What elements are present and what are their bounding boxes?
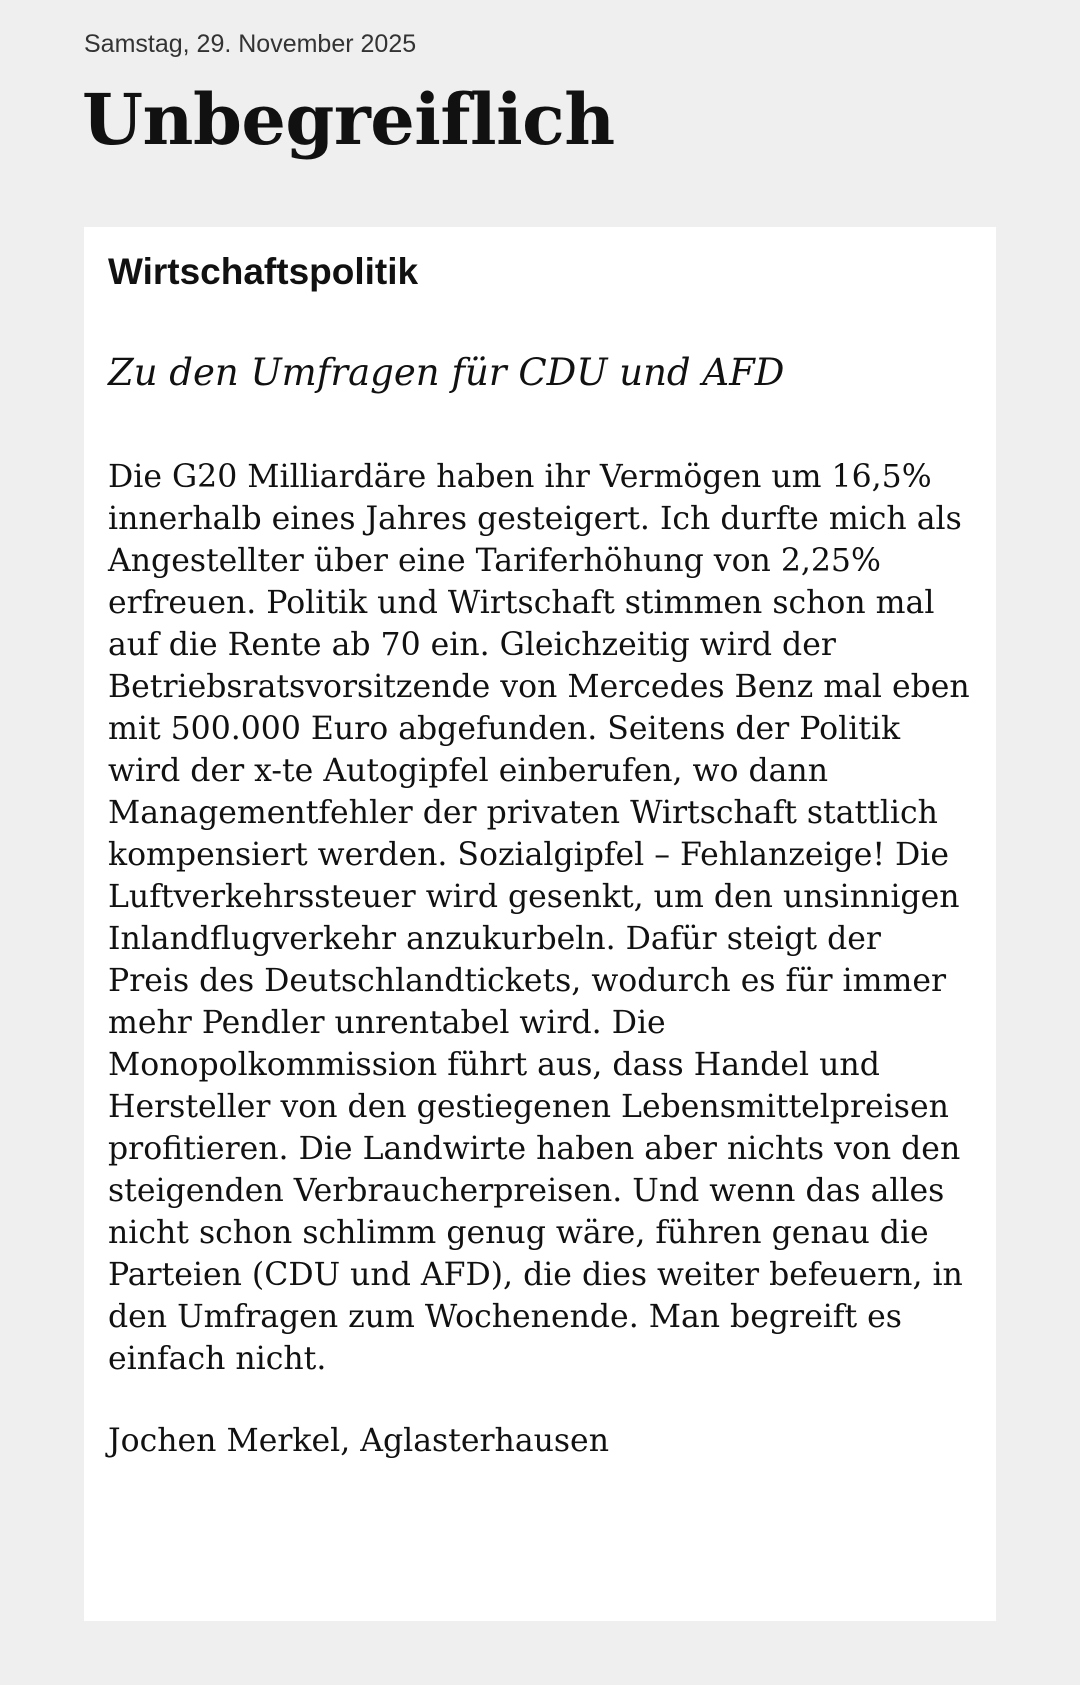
letter-category: Wirtschaftspolitik	[108, 251, 419, 292]
letter-subtitle: Zu den Umfragen für CDU und AFD	[108, 351, 785, 395]
letter-author: Jochen Merkel, Aglasterhausen	[108, 1422, 609, 1459]
letter-body: Die G20 Milliardäre haben ihr Vermögen um 16,5% innerhalb eines Jahres gesteigert. Ich durfte mich als Angestellter über eine Tariferhöhung von 2,25% erfreuen. Politik und Wirtschaft stimmen schon mal auf die Rente ab 70 ein. Gleichzeitig wird der Betriebsratsvorsitzende von Mercedes Benz mal eben mit 500.000 Euro abgefunden. Seitens der Politik wird der x-te Autogipfel einberufen, wo dann Managementfehler der privaten Wirtschaft stattlich kompensiert werden. Sozialgipfel – Fehlanzeige! Die Luftverkehrssteuer wird gesenkt, um den unsinnigen Inlandflugverkehr anzukurbeln. Dafür steigt der Preis des Deutschlandtickets, wodurch es für immer mehr Pendler unrentabel wird. Die Monopolkommission führt aus, dass Handel und Hersteller von den gestiegenen Lebensmittelpreisen profitieren. Die Landwirte haben aber nichts von den steigenden Verbraucherpreisen. Und wenn das alles nicht schon schlimm genug wäre, führen genau die Parteien (CDU und AFD), die dies weiter befeuern, in den Umfragen zum Wochenende. Man begreift es einfach nicht.	[108, 458, 970, 1377]
letter-card	[84, 227, 996, 1621]
publication-date: Samstag, 29. November 2025	[84, 30, 417, 58]
page-headline: Unbegreiflich	[82, 78, 615, 161]
